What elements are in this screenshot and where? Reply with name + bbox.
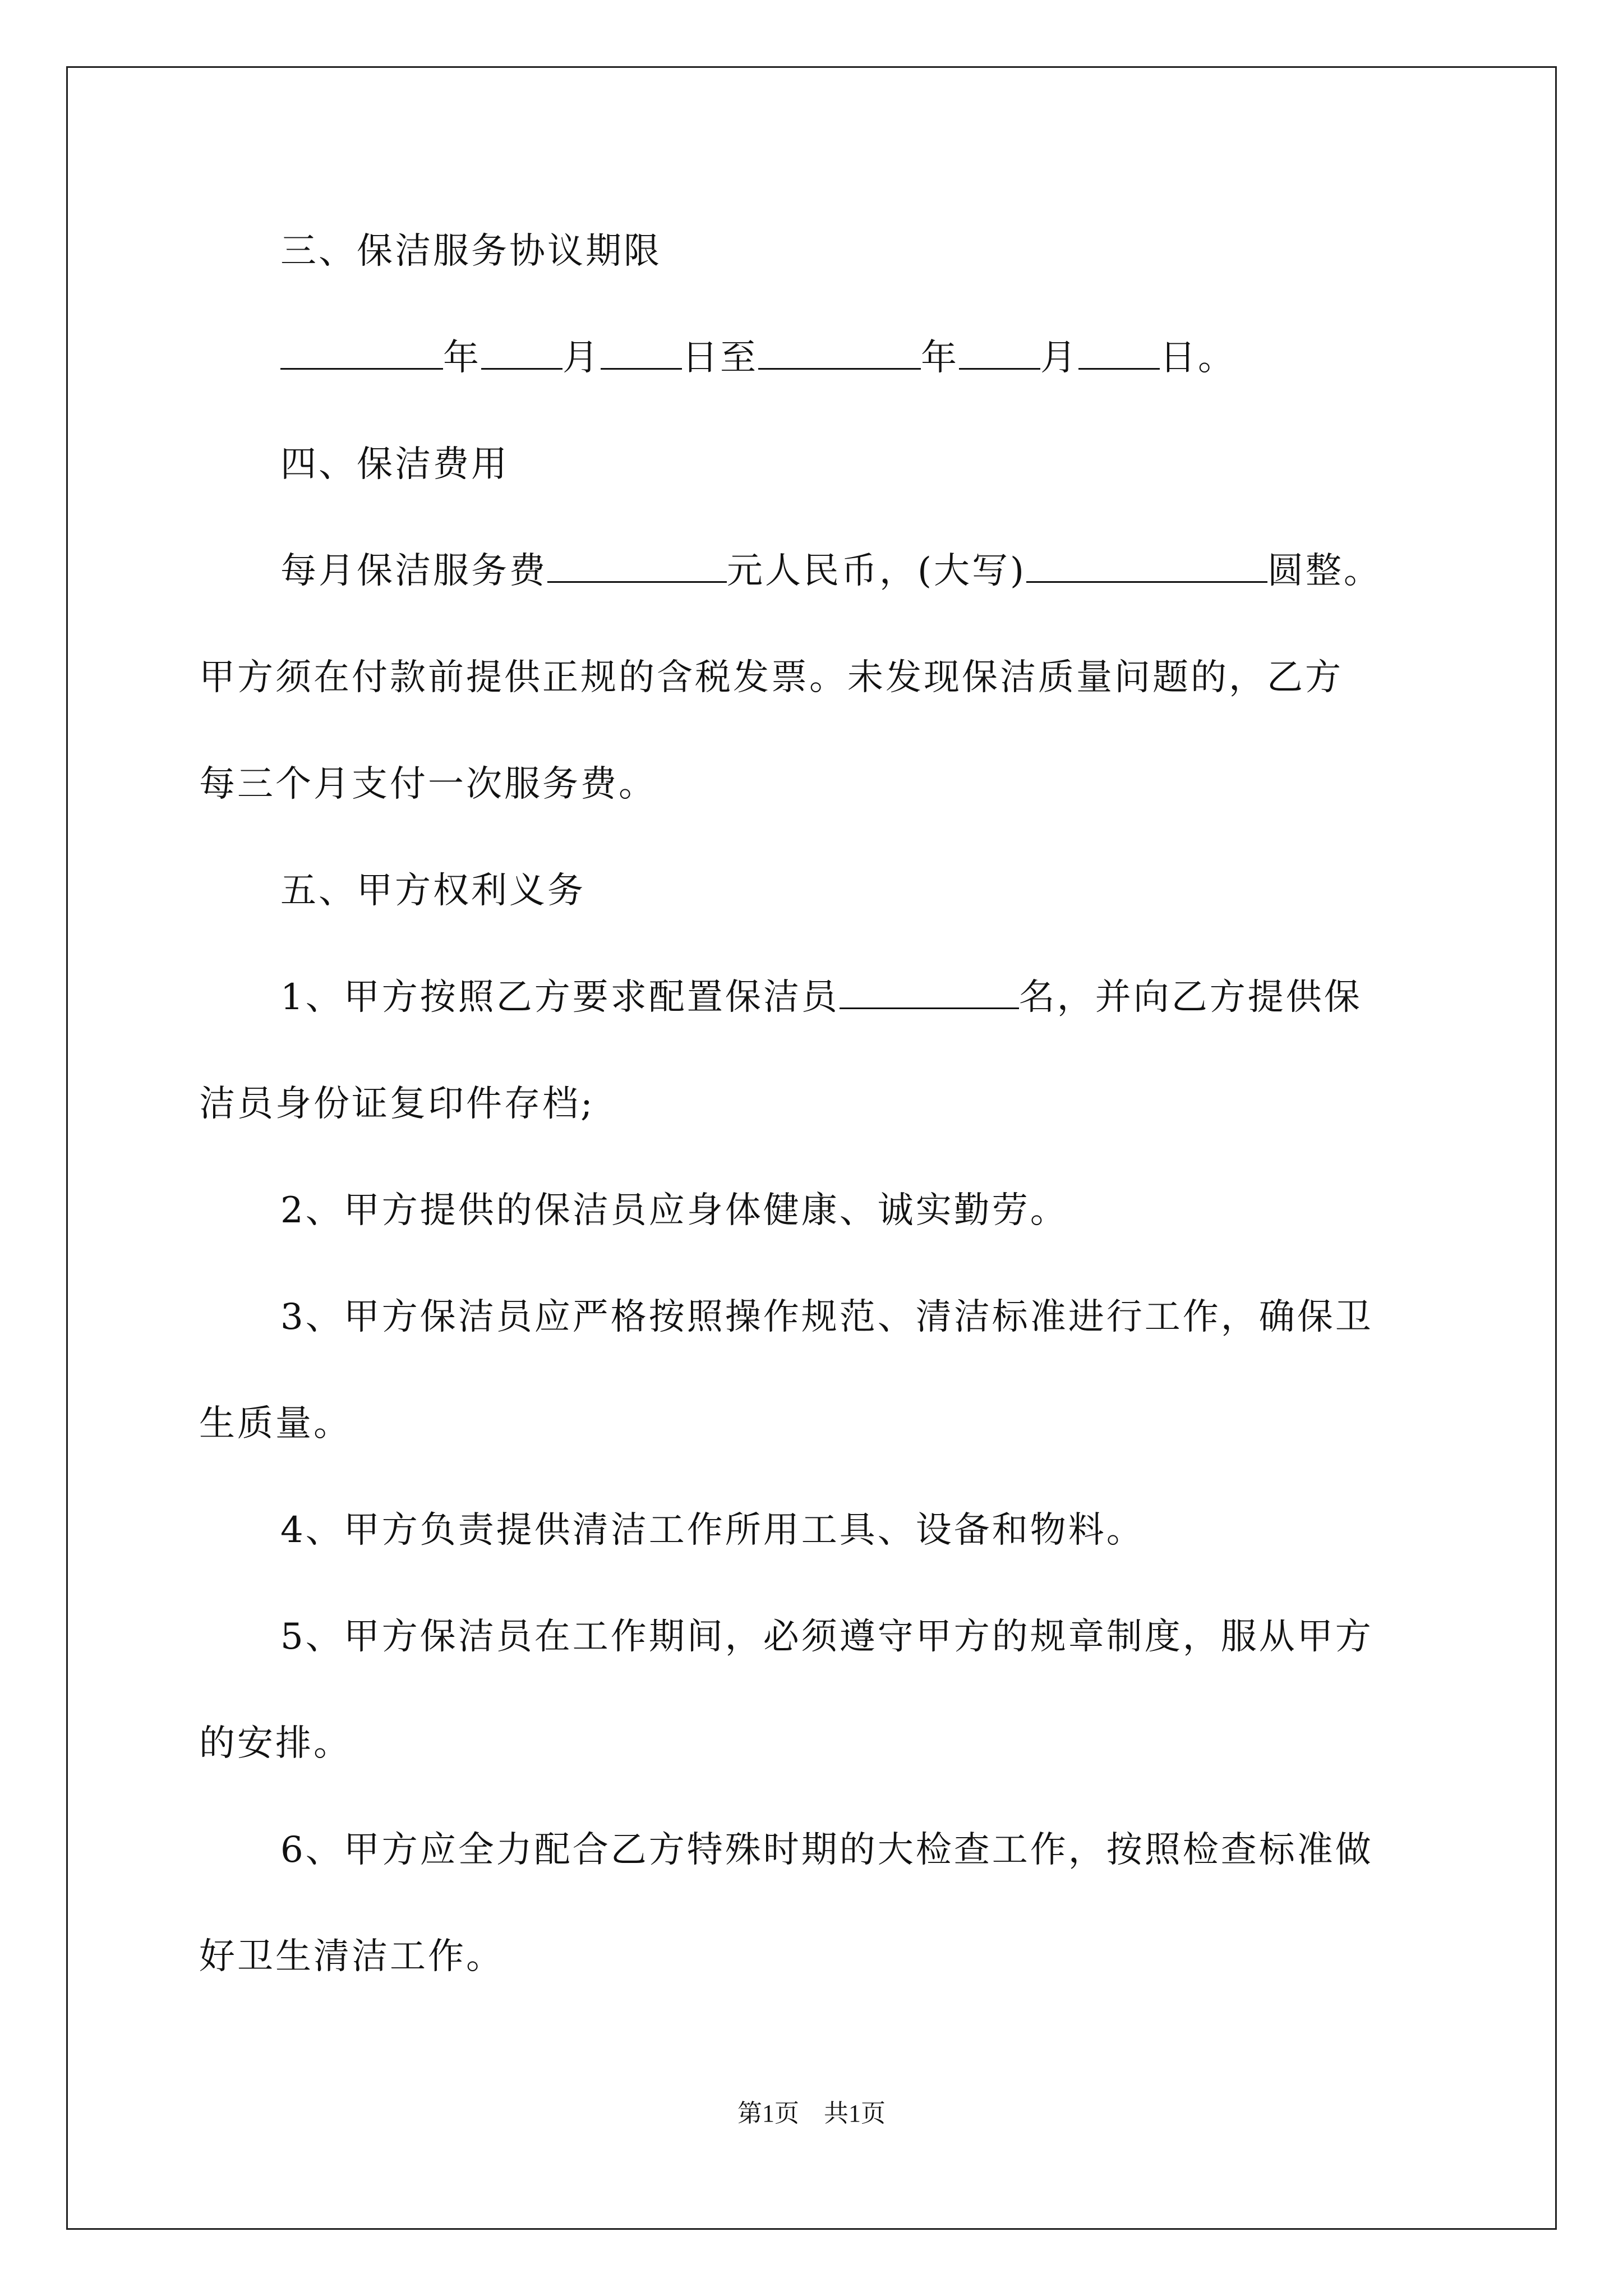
monthly-fee-suffix: 圆整。 — [1267, 550, 1382, 592]
start-year-label: 年 — [443, 337, 481, 379]
monthly-fee-line — [280, 549, 1382, 593]
page-border — [66, 66, 1557, 2230]
start-month-blank — [481, 337, 562, 370]
item-1-suffix: 名，并向乙方提供保 — [1018, 977, 1362, 1018]
item-6-line-2: 好卫生清洁工作。 — [199, 1936, 504, 1977]
cleaner-count-blank — [840, 976, 1019, 1009]
item-3-line-2: 生质量。 — [199, 1403, 352, 1444]
section-3-heading: 三、保洁服务协议期限 — [280, 231, 662, 272]
monthly-fee-prefix: 每月保洁服务费 — [280, 550, 547, 592]
end-year-blank — [758, 337, 921, 370]
end-month-blank — [959, 337, 1040, 370]
page-footer — [0, 2097, 1623, 2131]
agreement-date-range — [280, 335, 1236, 380]
start-day-label: 日至 — [682, 337, 758, 379]
end-month-label: 月 — [1040, 337, 1078, 379]
end-day-blank — [1078, 337, 1160, 370]
start-day-blank — [601, 337, 682, 370]
page-number: 第1页 — [737, 2100, 799, 2127]
monthly-fee-middle: 元人民币，(大写) — [727, 550, 1026, 592]
item-1-prefix: 1、甲方按照乙方要求配置保洁员 — [280, 977, 840, 1018]
fee-invoice-line: 甲方须在付款前提供正规的含税发票。未发现保洁质量问题的，乙方 — [199, 657, 1343, 698]
item-1-line-2: 洁员身份证复印件存档; — [199, 1083, 595, 1125]
section-4-heading: 四、保洁费用 — [280, 444, 509, 485]
fee-uppercase-blank — [1026, 550, 1267, 583]
item-3-line-1: 3、甲方保洁员应严格按照操作规范、清洁标准进行工作，确保卫 — [280, 1296, 1373, 1338]
start-year-blank — [280, 337, 443, 370]
item-5-line-2: 的安排。 — [199, 1723, 352, 1764]
item-1-line-1 — [280, 975, 1362, 1020]
end-year-label: 年 — [921, 337, 959, 379]
item-4: 4、甲方负责提供清洁工作所用工具、设备和物料。 — [280, 1510, 1145, 1551]
start-month-label: 月 — [562, 337, 601, 379]
fee-payment-line: 每三个月支付一次服务费。 — [199, 763, 657, 805]
page-total: 共1页 — [824, 2100, 886, 2127]
item-2: 2、甲方提供的保洁员应身体健康、诚实勤劳。 — [280, 1190, 1068, 1231]
item-5-line-1: 5、甲方保洁员在工作期间，必须遵守甲方的规章制度，服从甲方 — [280, 1616, 1373, 1658]
end-day-label: 日。 — [1160, 337, 1236, 379]
fee-amount-blank — [547, 550, 727, 583]
section-5-heading: 五、甲方权利义务 — [280, 870, 585, 912]
item-6-line-1: 6、甲方应全力配合乙方特殊时期的大检查工作，按照检查标准做 — [280, 1829, 1373, 1871]
